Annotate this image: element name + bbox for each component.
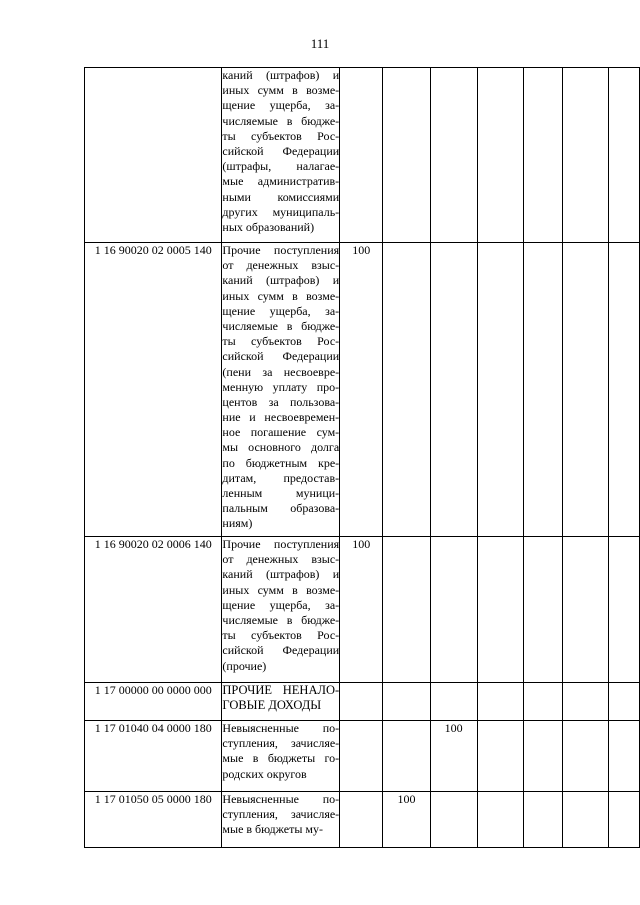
value-cell bbox=[383, 68, 430, 243]
description-cell bbox=[222, 537, 340, 683]
value-cell: 100 bbox=[430, 721, 477, 792]
description-line: менную уплату про- bbox=[222, 379, 340, 394]
value-cell bbox=[477, 683, 524, 721]
value-cell bbox=[430, 792, 477, 848]
description-line: мые административ- bbox=[222, 174, 340, 189]
description-line: каний (штрафов) и bbox=[222, 273, 340, 288]
description-line: щение ущерба, за- bbox=[222, 597, 340, 612]
description-line: (пени за несвоевре- bbox=[222, 364, 340, 379]
value-cell bbox=[524, 792, 563, 848]
description-line: ленным муници- bbox=[222, 486, 340, 500]
value-cell bbox=[563, 537, 609, 683]
description-line: числяемые в бюдже- bbox=[222, 318, 340, 333]
description-cell bbox=[222, 721, 340, 792]
value-cell bbox=[563, 68, 609, 243]
table-row bbox=[85, 243, 640, 537]
description-line: сийской Федерации bbox=[222, 349, 340, 364]
value-cell: 100 bbox=[340, 243, 383, 537]
value-cell bbox=[608, 243, 639, 537]
description-line: (штрафы, налагае- bbox=[222, 159, 340, 174]
description-line: каний (штрафов) и bbox=[222, 567, 340, 582]
description-line: каний (штрафов) и bbox=[222, 68, 340, 82]
description-line: сийской Федерации bbox=[222, 143, 340, 158]
description-line: мы основного долга bbox=[222, 440, 340, 455]
value-cell bbox=[608, 68, 639, 243]
description-line: дитам, предостав- bbox=[222, 470, 340, 485]
description-cell bbox=[222, 792, 340, 848]
description-line: от денежных взыс- bbox=[222, 258, 340, 273]
description-line: ние и несвоевремен- bbox=[222, 410, 340, 425]
description-line: иных сумм в возме- bbox=[222, 83, 340, 98]
value-cell bbox=[430, 68, 477, 243]
description-line: ты субъектов Рос- bbox=[222, 128, 340, 143]
value-cell bbox=[563, 683, 609, 721]
budget-code-cell bbox=[85, 68, 222, 243]
description-cell bbox=[222, 68, 340, 243]
value-cell bbox=[430, 243, 477, 537]
value-cell bbox=[340, 683, 383, 721]
description-line: ниям) bbox=[222, 516, 253, 531]
value-cell bbox=[563, 721, 609, 792]
value-cell bbox=[477, 68, 524, 243]
description-line: щение ущерба, за- bbox=[222, 98, 340, 113]
value-cell bbox=[524, 537, 563, 683]
description-line: ты субъектов Рос- bbox=[222, 334, 340, 349]
description-line: иных сумм в возме- bbox=[222, 582, 340, 597]
description-line: от денежных взыс- bbox=[222, 552, 340, 567]
table-row bbox=[85, 683, 640, 721]
value-cell bbox=[340, 792, 383, 848]
description-line: ное погашение сум- bbox=[222, 425, 340, 440]
value-cell bbox=[608, 721, 639, 792]
description-line: по бюджетным кре- bbox=[222, 455, 340, 470]
description-line: родских округов bbox=[222, 766, 307, 781]
description-line: центов за пользова- bbox=[222, 394, 340, 409]
value-cell bbox=[477, 721, 524, 792]
value-cell bbox=[383, 683, 430, 721]
budget-code-cell: 1 16 90020 02 0006 140 bbox=[85, 537, 222, 683]
value-cell bbox=[563, 792, 609, 848]
description-line: Невыясненные по- bbox=[222, 792, 340, 806]
budget-code-cell: 1 17 00000 00 0000 000 bbox=[85, 683, 222, 721]
value-cell: 100 bbox=[383, 792, 430, 848]
budget-code-cell: 1 17 01050 05 0000 180 bbox=[85, 792, 222, 848]
value-cell bbox=[608, 537, 639, 683]
value-cell bbox=[383, 243, 430, 537]
value-cell bbox=[608, 792, 639, 848]
description-line: иных сумм в возме- bbox=[222, 288, 340, 303]
table-row bbox=[85, 721, 640, 792]
description-line: числяемые в бюдже- bbox=[222, 612, 340, 627]
budget-table bbox=[84, 67, 640, 848]
value-cell bbox=[383, 537, 430, 683]
description-line: ступления, зачисляе- bbox=[222, 736, 340, 751]
description-line: щение ущерба, за- bbox=[222, 303, 340, 318]
value-cell bbox=[477, 243, 524, 537]
description-line: Невыясненные по- bbox=[222, 721, 340, 735]
value-cell: 100 bbox=[340, 537, 383, 683]
description-line: ступления, зачисляе- bbox=[222, 807, 340, 822]
value-cell bbox=[477, 537, 524, 683]
description-line: других муниципаль- bbox=[222, 204, 340, 219]
value-cell bbox=[340, 721, 383, 792]
table-row bbox=[85, 537, 640, 683]
description-line: ных образований) bbox=[222, 219, 315, 234]
budget-code-cell: 1 17 01040 04 0000 180 bbox=[85, 721, 222, 792]
description-line: Прочие поступления bbox=[222, 537, 340, 551]
value-cell bbox=[524, 68, 563, 243]
value-cell bbox=[340, 68, 383, 243]
table-row bbox=[85, 68, 640, 243]
value-cell bbox=[430, 537, 477, 683]
description-line: ПРОЧИЕ НЕНАЛО- bbox=[222, 683, 340, 697]
value-cell bbox=[477, 792, 524, 848]
value-cell bbox=[524, 683, 563, 721]
description-line: мые в бюджеты му- bbox=[222, 822, 323, 837]
value-cell bbox=[524, 721, 563, 792]
description-cell bbox=[222, 683, 340, 721]
description-line: ными комиссиями bbox=[222, 189, 340, 204]
description-line: (прочие) bbox=[222, 658, 267, 673]
budget-code-cell: 1 16 90020 02 0005 140 bbox=[85, 243, 222, 537]
value-cell bbox=[430, 683, 477, 721]
page-number: 111 bbox=[310, 36, 330, 51]
table-row bbox=[85, 792, 640, 848]
description-line: пальным образова- bbox=[222, 501, 340, 516]
value-cell bbox=[383, 721, 430, 792]
value-cell bbox=[563, 243, 609, 537]
description-line: ты субъектов Рос- bbox=[222, 628, 340, 643]
description-line: числяемые в бюдже- bbox=[222, 113, 340, 128]
description-line: ГОВЫЕ ДОХОДЫ bbox=[222, 698, 322, 713]
description-line: Прочие поступления bbox=[222, 243, 340, 257]
value-cell bbox=[524, 243, 563, 537]
description-line: мые в бюджеты го- bbox=[222, 751, 340, 766]
description-cell bbox=[222, 243, 340, 537]
value-cell bbox=[608, 683, 639, 721]
description-line: сийской Федерации bbox=[222, 643, 340, 658]
